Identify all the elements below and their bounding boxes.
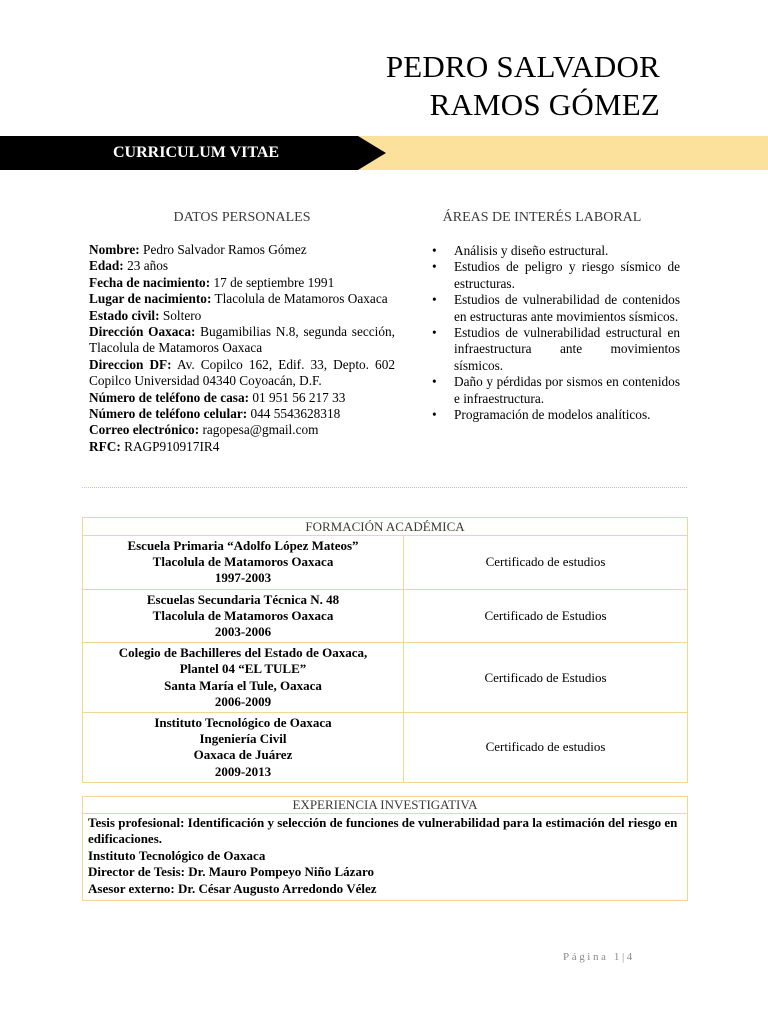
school-line: Tlacolula de Matamoros Oaxaca (152, 607, 334, 623)
datos-field (89, 258, 395, 274)
certificate-cell: Certificado de estudios (404, 536, 688, 590)
datos-field (89, 291, 395, 307)
name-line-1: PEDRO SALVADOR (385, 49, 660, 84)
field-value: ragopesa@gmail.com (199, 422, 319, 438)
experiencia-heading: EXPERIENCIA INVESTIGATIVA (83, 797, 688, 814)
certificate-cell: Certificado de Estudios (404, 589, 688, 643)
experiencia-cell (83, 814, 688, 901)
formacion-heading: FORMACIÓN ACADÉMICA (83, 518, 688, 536)
school-line: Escuela Primaria “Adolfo López Mateos” (127, 538, 359, 553)
field-value: Soltero (159, 307, 202, 323)
datos-field (89, 406, 395, 422)
datos-personales-block (89, 242, 395, 455)
table-row (83, 536, 688, 590)
candidate-name (386, 48, 660, 124)
school-cell (83, 589, 404, 643)
experiencia-line: Tesis profesional: Identificación y selección de funciones de vulnerabilidad para la estimación del riesgo en edificaciones. (88, 815, 678, 847)
banner-arrow-tip (358, 136, 386, 170)
field-value: Pedro Salvador Ramos Gómez (139, 242, 307, 257)
name-line-2: RAMOS GÓMEZ (429, 87, 660, 122)
datos-field (89, 324, 395, 357)
experiencia-investigativa-table (82, 796, 688, 901)
bullet-icon: • (432, 407, 437, 423)
bullet-icon: • (432, 292, 437, 308)
list-item (432, 259, 680, 292)
experiencia-line: Asesor externo: Dr. César Augusto Arredondo Vélez (88, 880, 377, 896)
field-label: Estado civil: (89, 307, 160, 323)
field-label: Lugar de nacimiento: (89, 291, 212, 307)
field-value: Tlacolula de Matamoros Oaxaca (211, 291, 388, 307)
field-label: Número de teléfono de casa: (89, 389, 250, 405)
table-row (83, 814, 688, 901)
school-line: Instituto Tecnológico de Oaxaca (154, 715, 332, 731)
banner-label: CURRICULUM VITAE (113, 144, 280, 161)
field-value: Av. Copilco 162, Edif. 33, Depto. 602 Copilco Universidad 04340 Coyoacán, D.F. (89, 356, 395, 389)
field-label: Edad: (89, 258, 124, 274)
field-value: 23 años (123, 258, 169, 274)
field-value: Bugamibilias N.8, segunda sección, Tlacolula de Matamoros Oaxaca (89, 324, 395, 356)
school-line: Escuelas Secundaria Técnica N. 48 (146, 591, 340, 607)
school-cell (83, 536, 404, 590)
school-cell (83, 713, 404, 783)
school-line: Tlacolula de Matamoros Oaxaca (152, 554, 334, 570)
section-divider (82, 487, 687, 488)
table-header-row (83, 797, 688, 814)
datos-field (89, 390, 395, 406)
datos-field (89, 439, 395, 455)
list-item (432, 325, 680, 374)
list-item-text: Daño y pérdidas por sismos en contenidos e infraestructura. (454, 374, 680, 406)
certificate-cell: Certificado de estudios (404, 713, 688, 783)
datos-field (89, 242, 395, 258)
areas-interes-heading: ÁREAS DE INTERÉS LABORAL (442, 210, 642, 225)
school-line: 2006-2009 (214, 693, 272, 709)
list-item-text: Estudios de vulnerabilidad estructural en infraestructura ante movimientos sísmicos. (454, 325, 680, 373)
field-label: Correo electrónico: (89, 422, 200, 438)
bullet-icon: • (432, 325, 437, 341)
field-value: 17 de septiembre 1991 (210, 274, 335, 290)
datos-field (89, 422, 395, 438)
school-line: Santa María el Tule, Oaxaca (164, 677, 322, 693)
school-line: Ingeniería Civil (199, 731, 287, 747)
datos-field (89, 275, 395, 291)
field-label: Dirección Oaxaca: (89, 324, 196, 340)
field-value: 044 5543628318 (247, 406, 341, 422)
school-line: 2009-2013 (214, 763, 272, 779)
experiencia-line: Instituto Tecnológico de Oaxaca (88, 847, 266, 863)
formacion-academica-table (82, 517, 688, 783)
bullet-icon: • (432, 259, 437, 275)
list-item-text: Estudios de vulnerabilidad de contenidos en estructuras ante movimientos sísmicos. (454, 292, 680, 324)
school-cell (83, 643, 404, 713)
certificate-cell: Certificado de Estudios (404, 643, 688, 713)
list-item-text: Análisis y diseño estructural. (454, 243, 609, 258)
school-line: 1997-2003 (214, 570, 272, 586)
field-label: Número de teléfono celular: (89, 406, 248, 422)
field-label: Direccion DF: (89, 356, 172, 372)
datos-field (89, 308, 395, 324)
experiencia-line: Director de Tesis: Dr. Mauro Pompeyo Niño Lázaro (88, 864, 374, 880)
field-value: 01 951 56 217 33 (249, 389, 346, 405)
field-label: Nombre: (89, 242, 140, 257)
list-item (432, 243, 680, 259)
table-row (83, 589, 688, 643)
school-line: Oaxaca de Juárez (193, 747, 293, 763)
school-line: Plantel 04 “EL TULE” (179, 661, 307, 677)
list-item (432, 292, 680, 325)
field-label: Fecha de nacimiento: (89, 274, 211, 290)
table-row (83, 643, 688, 713)
field-label: RFC: (89, 438, 121, 454)
school-line: 2003-2006 (214, 624, 272, 640)
datos-personales-heading: DATOS PERSONALES (173, 210, 311, 225)
areas-interes-list (432, 243, 680, 423)
table-row (83, 713, 688, 783)
list-item-text: Estudios de peligro y riesgo sísmico de estructuras. (454, 259, 680, 291)
page-number: Página 1|4 (563, 951, 635, 963)
list-item (432, 407, 680, 423)
bullet-icon: • (432, 243, 437, 258)
field-value: RAGP910917IR4 (120, 438, 220, 454)
datos-field (89, 357, 395, 390)
list-item-text: Programación de modelos analíticos. (454, 407, 651, 423)
list-item (432, 374, 680, 407)
bullet-icon: • (432, 374, 437, 390)
school-line: Colegio de Bachilleres del Estado de Oaxaca, (118, 645, 368, 661)
table-header-row (83, 518, 688, 536)
